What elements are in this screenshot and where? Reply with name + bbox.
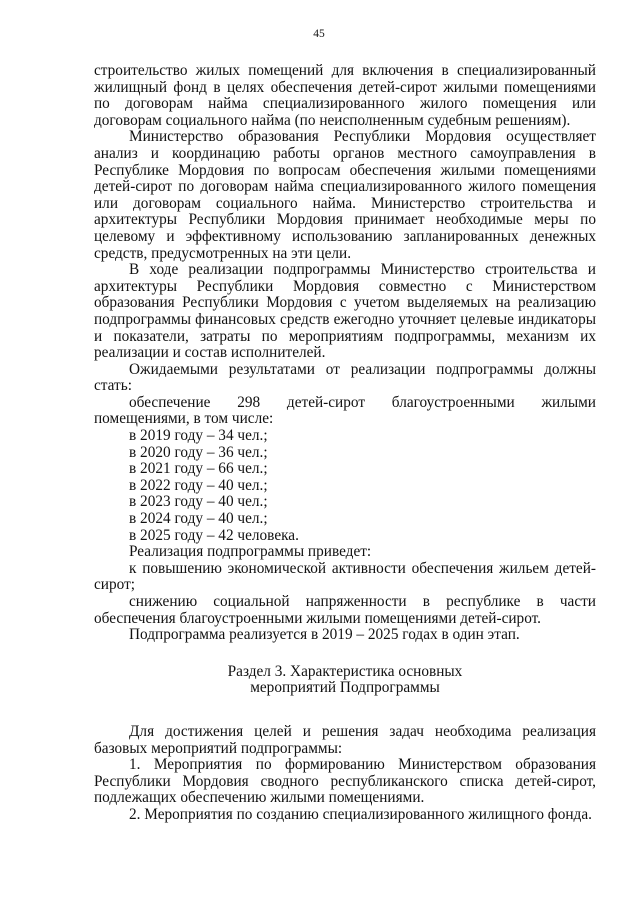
- year-item-2022: в 2022 году – 40 чел.;: [129, 476, 268, 494]
- year-list: [94, 428, 596, 544]
- section-heading: [94, 664, 596, 697]
- paragraph-period: Подпрограмма реализуется в 2019 – 2025 годах в один этап.: [129, 626, 520, 644]
- paragraph-economic-activity: к повышению экономической активности обеспечения жильем детей-сирот;: [94, 559, 596, 594]
- paragraph-expected-results: Ожидаемыми результатами от реализации подпрограммы должны стать:: [94, 360, 596, 395]
- body-text: [94, 63, 596, 824]
- year-item-2024: в 2024 году – 40 чел.;: [129, 510, 268, 528]
- paragraph-ministry-education: Министерство образования Республики Мордовия осуществляет анализ и координацию работы органов местного самоуправления в Республике Мордовия по вопросам обеспечения жилыми помещениями детей-сирот по договорам найма специализированного жилого помещения или договорам социального найма. Министерство строительства и архитектуры Республики Мордовия принимает необходимые меры по целевому и эффективному использованию запланированных денежных средств, предусмотренных на эти цели.: [94, 128, 596, 262]
- section-heading-line-2: мероприятий Подпрограммы: [250, 679, 440, 697]
- year-item-2025: в 2025 году – 42 человека.: [129, 526, 299, 544]
- paragraph-measure-1: 1. Мероприятия по формированию Министерством образования Республики Мордовия сводного республиканского списка детей-сирот, подлежащих обеспечению жилыми помещениями.: [94, 756, 596, 807]
- page-number: 45: [313, 28, 325, 40]
- paragraph-social-tension: снижению социальной напряженности в республике в части обеспечения благоустроенными жилыми помещениями детей-сирот.: [94, 593, 596, 627]
- paragraph-basic-measures: Для достижения целей и решения задач необходима реализация базовых мероприятий подпрограммы:: [94, 722, 596, 757]
- year-item-2021: в 2021 году – 66 чел.;: [129, 460, 268, 478]
- section-heading-line-1: Раздел 3. Характеристика основных: [227, 662, 463, 680]
- paragraph-provision-298: обеспечение 298 детей-сирот благоустроенными жилыми помещениями, в том числе:: [94, 393, 596, 428]
- year-item-2019: в 2019 году – 34 чел.;: [129, 427, 268, 445]
- paragraph-construction: строительство жилых помещений для включения в специализированный жилищный фонд в целях обеспечения детей-сирот жилыми помещениями по договорам найма специализированного жилого помещения или договорам социального найма (по неисполненным судебным решениям).: [94, 62, 596, 129]
- year-item-2020: в 2020 году – 36 чел.;: [129, 443, 268, 461]
- year-item-2023: в 2023 году – 40 чел.;: [129, 493, 268, 511]
- paragraph-measure-2: 2. Мероприятия по созданию специализированного жилищного фонда.: [129, 805, 592, 823]
- paragraph-implementation-process: В ходе реализации подпрограммы Министерство строительства и архитектуры Республики Мордовия совместно с Министерством образования Республики Мордовия с учетом выделяемых на реализацию подпрограммы финансовых средств ежегодно уточняет целевые индикаторы и показатели, затраты по мероприятиям подпрограммы, механизм их реализации и состав исполнителей.: [94, 261, 596, 362]
- paragraph-implementation-leads: Реализация подпрограммы приведет:: [129, 543, 372, 561]
